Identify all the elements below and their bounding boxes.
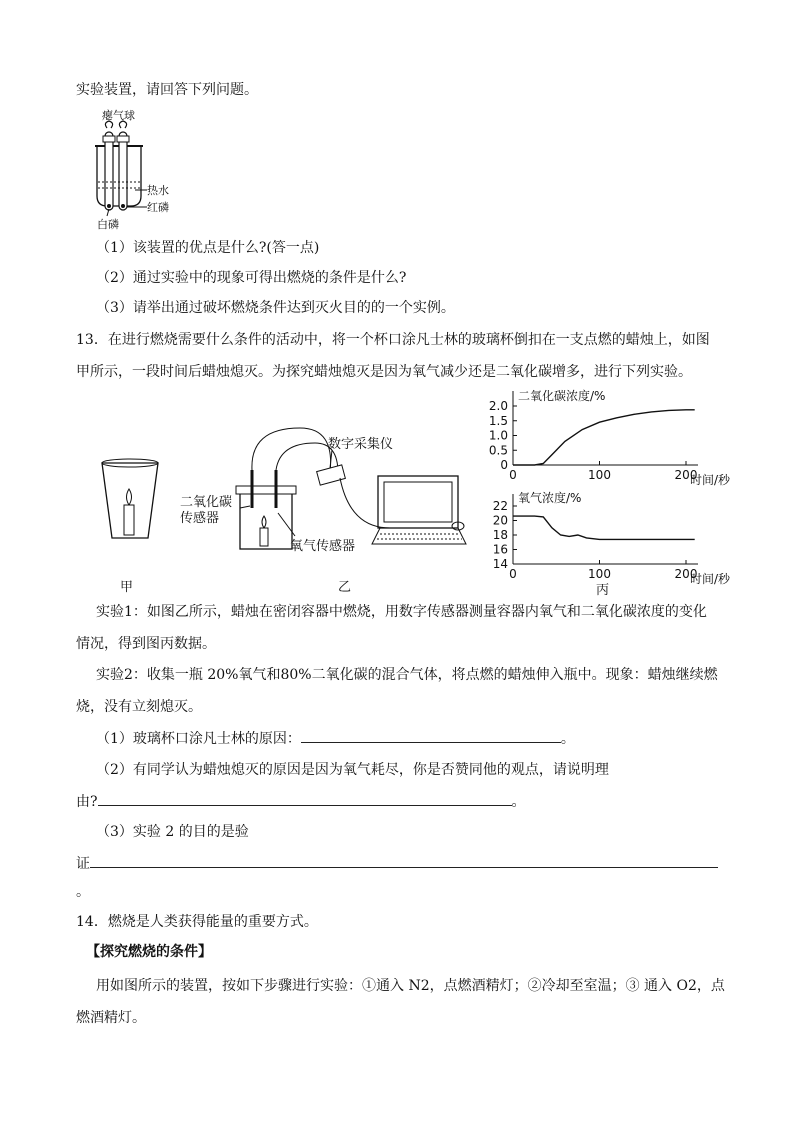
exp1-line1: 实验1：如图乙所示，蜡烛在密闭容器中燃烧，用数字传感器测量容器内氧气和二氧化碳浓度的变化	[96, 604, 707, 620]
o2-xtick-label: 200	[674, 567, 698, 581]
o2-ytick-label: 22	[492, 499, 508, 513]
co2-xtick-label: 0	[509, 468, 517, 482]
q12-sub1: （1）该装置的优点是什么?(答一点)	[96, 240, 320, 256]
answer-blank-3[interactable]	[90, 853, 718, 868]
q13-stem-line1: 13．在进行燃烧需要什么条件的活动中，将一个杯口涂凡士林的玻璃杯倒扣在一支点燃的蜡烛上，如图	[76, 332, 710, 348]
red-phosphorus-label: 红磷	[147, 201, 169, 214]
q14-steps-line2: 燃酒精灯。	[76, 1010, 146, 1026]
o2-sensor-label: 氧气传感器	[290, 539, 356, 554]
q13-sub2b-end: 。	[511, 794, 526, 810]
co2-xtick-label: 100	[588, 468, 611, 482]
label-jia: 甲	[120, 580, 134, 595]
white-phosphorus-label: 白磷	[97, 218, 119, 231]
o2-xlabel: 时间/秒	[690, 572, 731, 586]
q13-sub2: （2）有同学认为蜡烛熄灭的原因是因为氧气耗尽，你是否赞同他的观点，请说明理	[96, 762, 609, 778]
co2-ytick-label: 1.5	[488, 413, 508, 428]
answer-blank-1[interactable]	[301, 728, 561, 743]
q13-stem-line2: 甲所示，一段时间后蜡烛熄灭。为探究蜡烛熄灭是因为氧气减少还是二氧化碳增多，进行下列实验。	[76, 364, 692, 380]
co2-series-line	[513, 410, 695, 465]
intro-text: 实验装置，请回答下列问题。	[76, 82, 258, 98]
collector-label: 数字采集仪	[328, 437, 394, 452]
o2-ylabel: 氧气浓度/%	[518, 491, 582, 505]
co2-ytick-label: 1.0	[488, 428, 508, 443]
q12-sub2: （2）通过实验中的现象可得出燃烧的条件是什么?	[96, 270, 407, 286]
co2-chart	[489, 388, 731, 487]
q13-sub3b-text: 证	[76, 856, 90, 872]
co2-ytick-label: 0.5	[488, 443, 508, 458]
o2-series-line	[513, 516, 695, 539]
o2-xtick-label: 100	[588, 567, 611, 581]
label-yi: 乙	[338, 580, 352, 595]
o2-ytick-label: 18	[492, 528, 508, 542]
q14-subtitle: 【探究燃烧的条件】	[86, 944, 212, 960]
o2-ytick-label: 16	[492, 542, 508, 557]
q13-sub1-end: 。	[560, 731, 575, 747]
hot-water-label: 热水	[147, 184, 169, 197]
co2-xlabel: 时间/秒	[690, 473, 731, 487]
co2-sensor-label-1: 二氧化碳	[180, 495, 233, 510]
co2-ytick-label: 2.0	[488, 399, 508, 413]
o2-ytick-label: 20	[492, 513, 508, 528]
q13-sub1-text: （1）玻璃杯口涂凡士林的原因：	[96, 731, 301, 747]
q12-sub3: （3）请举出通过破坏燃烧条件达到灭火目的的一个实例。	[96, 300, 455, 316]
q13-sub2b	[76, 791, 526, 812]
exp2-line2: 烧，没有立刻熄灭。	[76, 699, 202, 715]
q13-sub1	[96, 728, 575, 749]
o2-ytick-label: 14	[492, 557, 508, 571]
exp2-line1: 实验2：收集一瓶 20%氧气和80%二氧化碳的混合气体，将点燃的蜡烛伸入瓶中。现象：蜡烛继续燃	[96, 667, 718, 683]
q14-stem: 14．燃烧是人类获得能量的重要方式。	[76, 914, 318, 930]
q14-steps-line1: 用如图所示的装置，按如下步骤进行实验：①通入 N2，点燃酒精灯；②冷却至室温；③ 通入 O2，点	[96, 978, 725, 994]
co2-ytick-label: 0	[500, 458, 508, 472]
q13-sub3b	[76, 853, 718, 874]
q13-sub2b-text: 由?	[76, 794, 98, 810]
o2-xtick-label: 0	[509, 567, 517, 581]
balloon-label: 瘪气球	[102, 109, 135, 122]
o2-chart	[493, 490, 731, 586]
co2-xtick-label: 200	[674, 468, 698, 482]
exp1-line2: 情况，得到图丙数据。	[76, 636, 216, 652]
q13-apparatus-figure	[90, 388, 490, 598]
q13-chart-figure	[478, 386, 746, 598]
label-bing: 丙	[596, 583, 610, 598]
answer-blank-2[interactable]	[98, 791, 512, 806]
co2-ylabel: 二氧化碳浓度/%	[518, 389, 606, 403]
q13-sub3c: 。	[76, 884, 90, 900]
q13-sub3: （3）实验 2 的目的是验	[96, 824, 249, 840]
co2-sensor-label-2: 传感器	[180, 511, 220, 526]
q12-apparatus-figure	[85, 106, 175, 231]
